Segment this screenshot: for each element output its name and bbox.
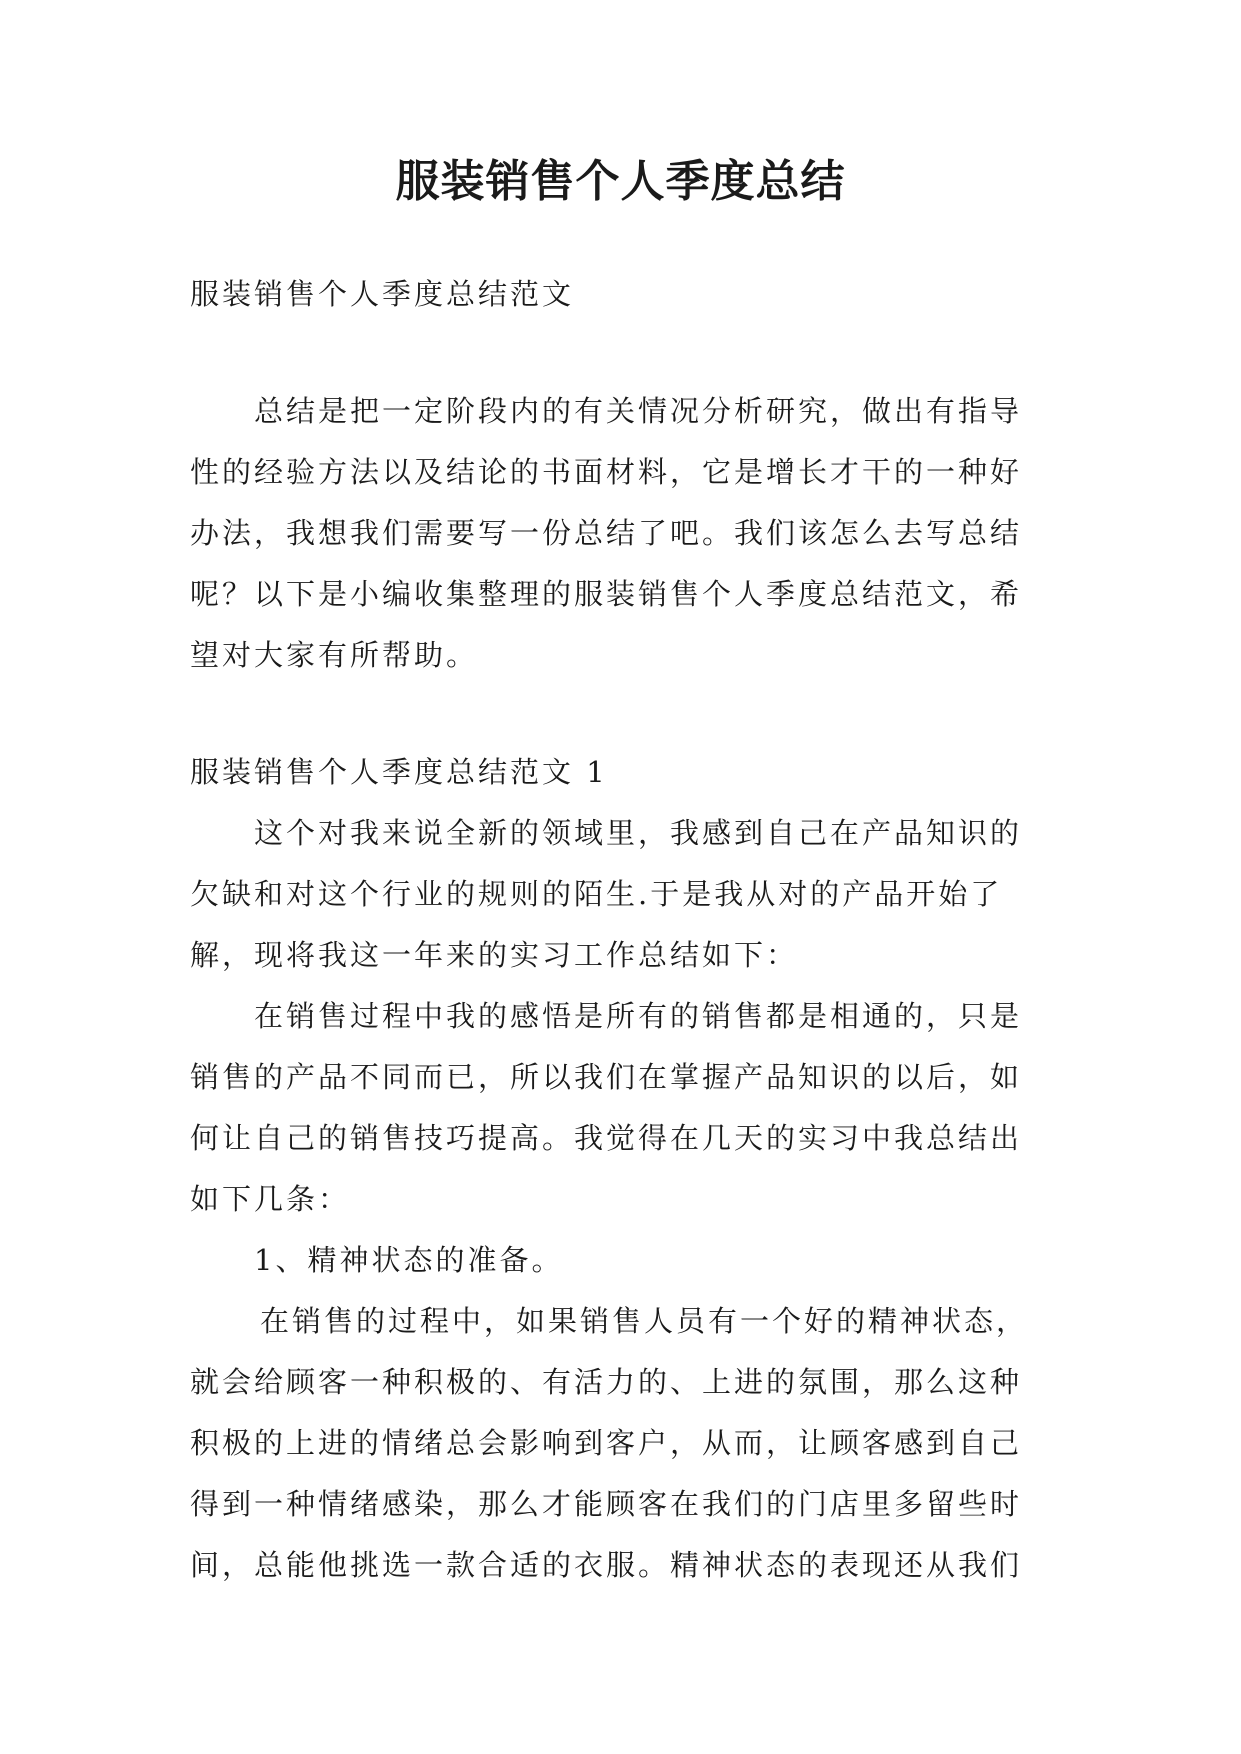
document-title: 服装销售个人季度总结 [395,156,846,207]
paragraph-line: 就会给顾客一种积极的、有活力的、上进的氛围，那么这种 [190,1365,1023,1399]
spacer [190,686,1050,742]
paragraph-line: 解，现将我这一年来的实习工作总结如下： [190,938,799,972]
intro-paragraph [190,381,1050,686]
paragraph-line: 积极的上进的情绪总会影响到客户，从而，让顾客感到自己 [190,1426,1023,1460]
intro-line: 总结是把一定阶段内的有关情况分析研究，做出有指导 [254,394,1023,428]
paragraph-line: 何让自己的销售技巧提高。我觉得在几天的实习中我总结出 [190,1121,1023,1155]
paragraph-1 [190,803,1050,986]
paragraph-line: 得到一种情绪感染，那么才能顾客在我们的门店里多留些时 [190,1487,1023,1521]
intro-line: 呢？以下是小编收集整理的服装销售个人季度总结范文，希 [190,577,1023,611]
paragraph-3 [190,1291,1050,1596]
document-body [190,264,1050,1596]
intro-line: 办法，我想我们需要写一份总结了吧。我们该怎么去写总结 [190,516,1023,550]
paragraph-line: 间，总能他挑选一款合适的衣服。精神状态的表现还从我们 [190,1548,1023,1582]
paragraph-line: 在销售过程中我的感悟是所有的销售都是相通的，只是 [254,999,1023,1033]
section-heading: 服装销售个人季度总结范文 1 [190,755,608,789]
intro-line: 性的经验方法以及结论的书面材料，它是增长才干的一种好 [190,455,1023,489]
spacer [190,325,1050,381]
paragraph-line: 在销售的过程中，如果销售人员有一个好的精神状态， [260,1304,1029,1338]
list-item-1: 1、精神状态的准备。 [254,1243,564,1277]
paragraph-line: 销售的产品不同而已，所以我们在掌握产品知识的以后，如 [190,1060,1023,1094]
paragraph-line: 这个对我来说全新的领域里，我感到自己在产品知识的 [254,816,1023,850]
intro-line: 望对大家有所帮助。 [190,638,479,672]
paragraph-line: 如下几条： [190,1182,351,1216]
paragraph-line: 欠缺和对这个行业的规则的陌生.于是我从对的产品开始了 [190,877,1003,911]
document-subtitle: 服装销售个人季度总结范文 [190,277,575,311]
paragraph-2 [190,986,1050,1230]
